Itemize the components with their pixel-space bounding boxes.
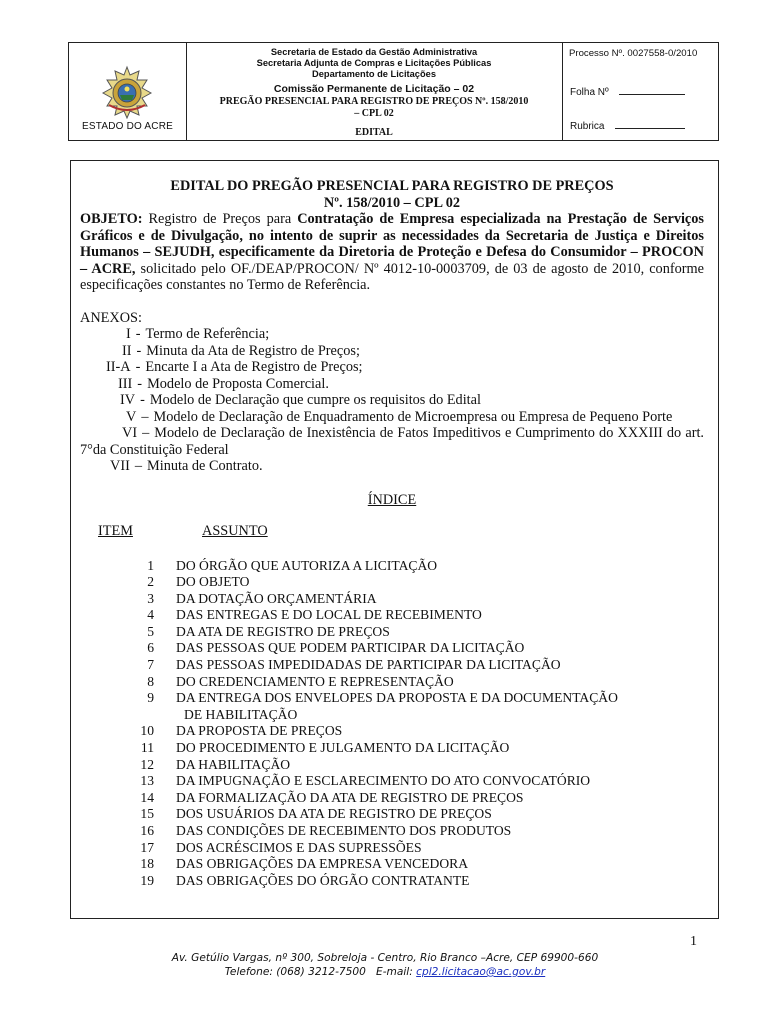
index-item-number: 12 [140, 756, 154, 772]
annex-text: Modelo de Declaração que cumpre os requisitos do Edital [149, 392, 481, 408]
folha-label: Folha Nº [570, 87, 609, 98]
index-item-number: 17 [140, 839, 154, 855]
annex-separator: – [134, 458, 143, 474]
annex-text: Minuta da Ata de Registro de Preços; [146, 342, 360, 359]
commission-name: Comissão Permanente de Licitação – 02 [273, 83, 475, 95]
index-item-title: DAS OBRIGAÇÕES DO ÓRGÃO CONTRATANTE [176, 872, 470, 888]
index-item-title: DAS PESSOAS IMPEDIDADAS DE PARTICIPAR DA LICITAÇÃO [176, 657, 561, 673]
header-edital-label: EDITAL [355, 127, 393, 138]
index-item-number: 8 [147, 673, 154, 689]
index-item-title: DAS PESSOAS QUE PODEM PARTICIPAR DA LICITAÇÃO [176, 640, 525, 656]
pregao-line-2: – CPL 02 [354, 108, 394, 119]
objeto-text-1: Registro de Preços para [142, 211, 298, 227]
index-item-number: 3 [147, 590, 154, 606]
index-header-row [80, 523, 704, 540]
title-line-1: EDITAL DO PREGÃO PRESENCIAL PARA REGISTRO DE PREÇOS [170, 178, 614, 194]
index-row [80, 624, 704, 641]
rubrica-blank [615, 120, 685, 129]
index-item-title: DOS ACRÉSCIMOS E DAS SUPRESSÕES [176, 839, 422, 855]
index-row [80, 640, 704, 657]
rubrica-label: Rubrica [570, 121, 605, 132]
annex-number: IV [120, 392, 136, 408]
index-item-number: 14 [140, 789, 154, 805]
annex-item [80, 359, 704, 376]
index-item-title: DO OBJETO [176, 574, 250, 590]
anexos-list [80, 326, 704, 475]
index-item-number: 1 [147, 557, 154, 573]
annex-item [80, 458, 704, 475]
index-row [80, 591, 704, 608]
index-item-title: DA ENTREGA DOS ENVELOPES DA PROPOSTA E DA DOCUMENTAÇÃO [176, 690, 618, 706]
index-item-title: DAS OBRIGAÇÕES DA EMPRESA VENCEDORA [176, 856, 469, 872]
index-col-item: ITEM [98, 523, 133, 539]
annex-item [80, 425, 704, 458]
rubrica-field [570, 120, 685, 132]
index-row [80, 607, 704, 624]
annex-text: Modelo de Declaração de Enquadramento de Microempresa ou Empresa de Pequeno Porte [153, 408, 673, 425]
index-row [80, 773, 704, 790]
title-line-2: Nº. 158/2010 – CPL 02 [323, 194, 461, 211]
department-name: Departamento de Licitações [312, 69, 436, 79]
folha-blank [619, 86, 685, 95]
indice-heading: ÍNDICE [367, 491, 417, 508]
process-number: Processo Nº. 0027558-0/2010 [569, 48, 698, 59]
index-item-title: DO PROCEDIMENTO E JULGAMENTO DA LICITAÇÃO [176, 740, 510, 756]
index-row [80, 806, 704, 823]
index-row [80, 873, 704, 890]
index-row [80, 723, 704, 740]
annex-item [80, 409, 704, 426]
annex-item [80, 343, 704, 360]
index-item-number: 9 [147, 690, 154, 706]
index-item-number: 13 [140, 773, 154, 789]
objeto-text-2: solicitado pelo OF./DEAP/PROCON/ Nº 4012-10-0003709, de 03 de agosto de 2010, conforme especificações constantes no Termo de Referência. [80, 260, 704, 293]
index-list [80, 558, 704, 890]
index-row [80, 574, 704, 591]
index-item-title: DA IMPUGNAÇÃO E ESCLARECIMENTO DO ATO CONVOCATÓRIO [176, 773, 591, 789]
annex-separator: - [140, 392, 145, 408]
footer-phone: Telefone: (068) 3212-7500 [224, 966, 366, 978]
folha-field [570, 86, 685, 98]
footer-contact [0, 965, 770, 979]
annex-text: Minuta de Contrato. [147, 458, 263, 474]
index-row [80, 790, 704, 807]
index-row [80, 657, 704, 674]
document-title [80, 178, 704, 211]
state-seal-icon [99, 65, 155, 119]
header-process-cell [562, 43, 718, 140]
index-item-number: 16 [140, 823, 154, 838]
index-row [80, 757, 704, 774]
index-item-continuation: DE HABILITAÇÃO [184, 706, 298, 722]
index-row [80, 558, 704, 575]
header-logo-cell [69, 43, 187, 140]
annex-item [80, 376, 704, 393]
sub-secretariat-name: Secretaria Adjunta de Compras e Licitações Públicas [256, 58, 492, 68]
index-item-number: 11 [140, 740, 154, 756]
objeto-paragraph [80, 211, 704, 294]
document-body [80, 178, 704, 889]
index-item-number: 18 [140, 856, 154, 872]
footer-email-label: E-mail: [376, 966, 413, 978]
secretariat-name: Secretaria de Estado da Gestão Administrativa [270, 47, 478, 57]
annex-separator: - [137, 375, 143, 392]
header-title-cell [186, 43, 563, 140]
footer-address: Av. Getúlio Vargas, nº 300, Sobreloja - Centro, Rio Branco –Acre, CEP 69900-660 [171, 952, 599, 964]
annex-separator: - [136, 342, 142, 359]
annex-text: Encarte I a Ata de Registro de Preços; [145, 359, 363, 375]
document-header [68, 42, 719, 141]
index-item-number: 7 [147, 657, 154, 673]
annex-number: III [118, 375, 133, 392]
index-item-title: DAS CONDIÇÕES DE RECEBIMENTO DOS PRODUTOS [176, 823, 512, 838]
index-col-assunto: ASSUNTO [202, 523, 268, 539]
index-item-number: 6 [147, 640, 154, 656]
index-item-title: DA FORMALIZAÇÃO DA ATA DE REGISTRO DE PREÇOS [176, 789, 524, 805]
anexos-heading: ANEXOS: [80, 309, 142, 326]
index-item-title: DAS ENTREGAS E DO LOCAL DE RECEBIMENTO [176, 607, 482, 623]
index-item-number: 2 [147, 574, 154, 590]
index-item-number: 19 [140, 872, 154, 888]
pregao-line-1: PREGÃO PRESENCIAL PARA REGISTRO DE PREÇOS Nº. 158/2010 [219, 96, 529, 107]
annex-number: VI [122, 425, 138, 441]
annex-separator: - [135, 326, 141, 342]
document-footer [0, 951, 770, 979]
index-row [80, 840, 704, 857]
state-name: ESTADO DO ACRE [82, 121, 173, 132]
objeto-bold-text: Contratação de Empresa especializada na Prestação de Serviços Gráficos e de Divulgação, no intento de suprir as necessidades da Secretaria de Justiça e Direitos Humanos – SEJUDH, especificamente da Diretoria de Proteção e Defesa do Consumidor – PROCON – ACRE, [80, 211, 704, 277]
index-item-title: DA HABILITAÇÃO [176, 756, 291, 772]
annex-text: Termo de Referência; [145, 326, 270, 342]
index-item-title: DA DOTAÇÃO ORÇAMENTÁRIA [176, 590, 377, 606]
index-row [80, 856, 704, 873]
annex-number: II [122, 342, 132, 359]
objeto-label: OBJETO: [80, 211, 143, 227]
index-item-title: DO CREDENCIAMENTO E REPRESENTAÇÃO [176, 673, 454, 689]
page-number: 1 [690, 934, 697, 949]
annex-item [80, 392, 704, 409]
annex-separator: – [142, 425, 150, 441]
index-row [80, 674, 704, 691]
annex-item [80, 326, 704, 343]
index-item-title: DA PROPOSTA DE PREÇOS [176, 723, 343, 739]
annex-separator: – [141, 408, 149, 425]
index-item-number: 10 [140, 723, 154, 739]
index-item-title: DOS USUÁRIOS DA ATA DE REGISTRO DE PREÇOS [176, 806, 492, 822]
index-item-number: 15 [140, 806, 154, 822]
footer-email-link[interactable]: cpl2.licitacao@ac.gov.br [416, 966, 546, 978]
annex-number: I [126, 326, 131, 342]
annex-text: Modelo de Proposta Comercial. [147, 375, 329, 392]
index-row [80, 690, 704, 707]
annex-number: II-A [106, 359, 131, 375]
annex-number: V [126, 408, 137, 425]
index-item-title: DO ÓRGÃO QUE AUTORIZA A LICITAÇÃO [176, 557, 438, 573]
index-item-number: 5 [147, 623, 154, 639]
index-item-title: DA ATA DE REGISTRO DE PREÇOS [176, 623, 390, 639]
annex-number: VII [110, 458, 130, 474]
annex-separator: - [135, 359, 141, 375]
index-row [80, 740, 704, 757]
index-row [80, 823, 704, 840]
index-item-number: 4 [147, 607, 154, 623]
annex-text: Modelo de Declaração de Inexistência de Fatos Impeditivos e Cumprimento do XXXIII do art. 7°da Constituição Federal [80, 425, 704, 458]
